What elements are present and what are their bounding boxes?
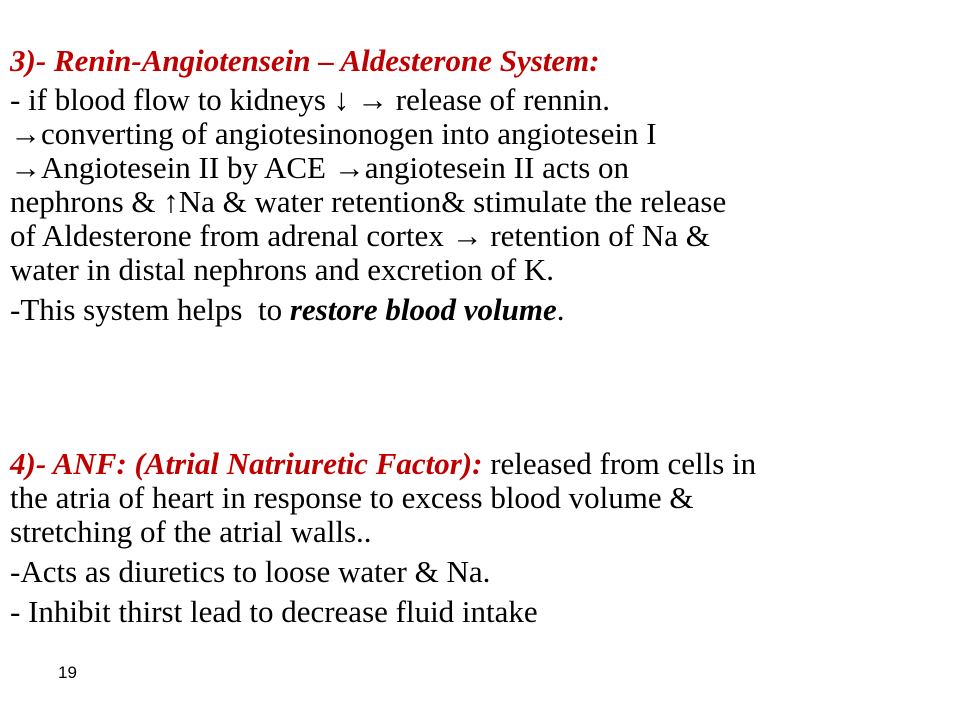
mechanism-line-3: →Angiotesein II by ACE →angiotesein II acts on [10, 150, 630, 185]
section-renin-angiotensin [10, 44, 930, 327]
purpose-suffix: . [556, 292, 565, 327]
mechanism-line-5: of Aldesterone from adrenal cortex → retention of Na & [10, 218, 710, 253]
mechanism-line-2: →converting of angiotesinonogen into angiotesein I [10, 116, 657, 151]
section3-heading: 3)- Renin-Angiotensein – Aldesterone System: [10, 43, 600, 78]
section4-bullet-diuretics: -Acts as diuretics to loose water & Na. [10, 554, 491, 589]
section4-heading: 4)- ANF: (Atrial Natriuretic Factor): [10, 446, 483, 481]
section3-bullet-mechanism [10, 83, 930, 287]
section4-intro [10, 447, 930, 549]
section3-bullet-purpose [10, 293, 930, 327]
mechanism-line-4: nephrons & ↑Na & water retention& stimulate the release [10, 184, 727, 219]
mechanism-line-6: water in distal nephrons and excretion of K. [10, 252, 555, 287]
section-anf [10, 447, 930, 629]
purpose-emphasis: restore blood volume [289, 292, 557, 327]
page-number: 19 [58, 663, 77, 682]
section4-bullet-thirst: - Inhibit thirst lead to decrease fluid intake [10, 594, 538, 629]
section4-line-2: the atria of heart in response to excess blood volume & [10, 480, 694, 515]
section4-intro-rest: released from cells in [482, 446, 757, 481]
mechanism-line-1: - if blood flow to kidneys ↓ → release of rennin. [10, 82, 611, 117]
purpose-prefix: -This system helps to [10, 292, 290, 327]
section4-line-3: stretching of the atrial walls.. [10, 514, 372, 549]
